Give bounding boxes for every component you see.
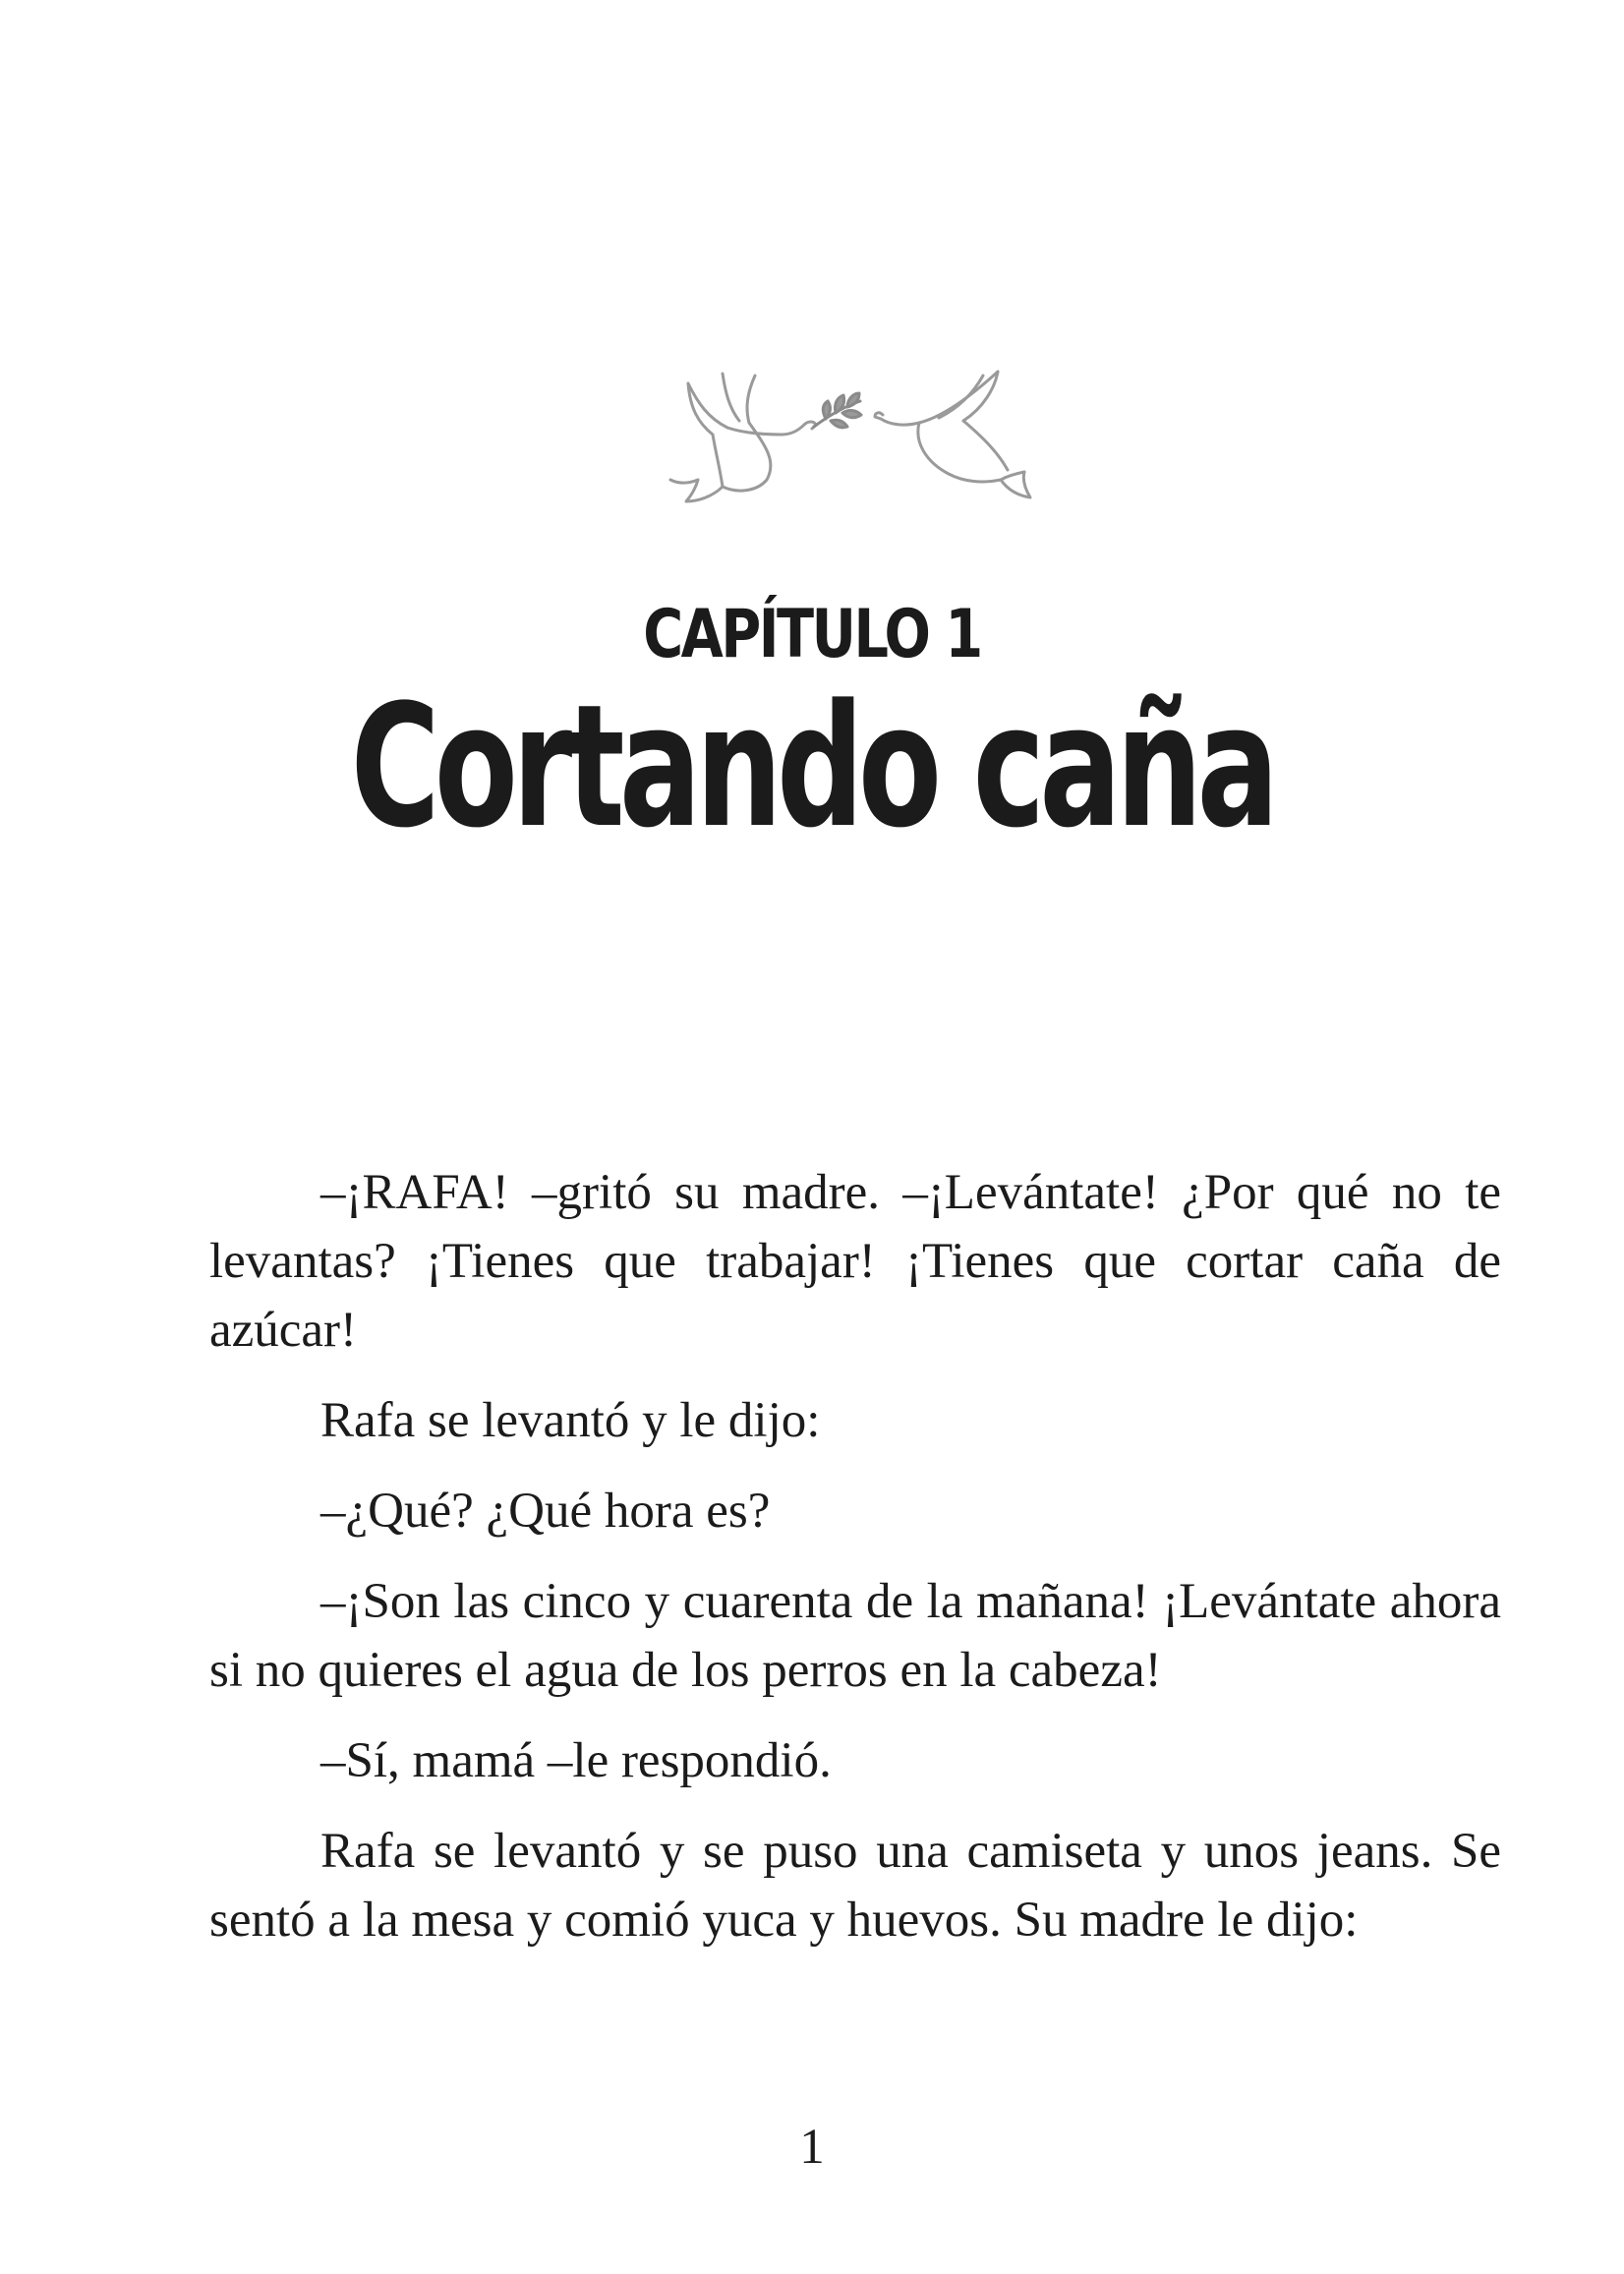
paragraph: Rafa se levantó y se puso una camiseta y unos jeans. Se sentó a la mesa y comió yuca y huevos. Su madre le dijo: (209, 1824, 1501, 1948)
body-text (209, 1158, 1501, 1976)
paragraph: –¿Qué? ¿Qué hora es? (320, 1484, 771, 1539)
left-dove-icon (670, 374, 816, 501)
paragraph: Rafa se levantó y le dijo: (320, 1393, 821, 1448)
page-number: 1 (799, 2120, 825, 2175)
olive-branch-icon (814, 393, 861, 428)
chapter-label: CAPÍTULO 1 (643, 596, 981, 673)
paragraph: –Sí, mamá –le respondió. (320, 1733, 832, 1788)
right-dove-icon (875, 372, 1030, 497)
paragraph: –¡Son las cinco y cuarenta de la mañana! ¡Levántate ahora si no quieres el agua de los perros en la cabeza! (209, 1574, 1501, 1698)
chapter-title: Cortando caña (350, 668, 1274, 865)
paragraph: –¡RAFA! –gritó su madre. –¡Levántate! ¿Por qué no te levantas? ¡Tienes que trabajar! ¡Tienes que cortar caña de azúcar! (209, 1165, 1501, 1358)
doves-with-olive-branch-icon (668, 364, 1042, 531)
